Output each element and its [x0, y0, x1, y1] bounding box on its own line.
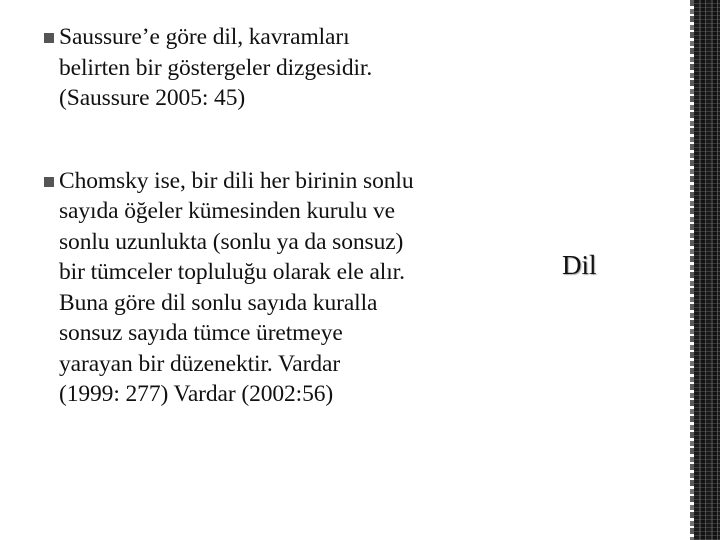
bullet-text-line: (Saussure 2005: 45) — [59, 85, 246, 111]
bullet-text-line: belirten bir göstergeler dizgesidir. — [59, 54, 373, 81]
square-bullet-icon — [44, 177, 54, 187]
bullet-text-line: yarayan bir düzenektir. Vardar — [59, 350, 341, 377]
slide-title: Dil — [562, 250, 597, 280]
bullet-text-line: Chomsky ise, bir dili her birinin sonlu — [59, 167, 414, 194]
decorative-edge-bar — [694, 0, 720, 540]
bullet-text-line: Buna göre dil sonlu sayıda kuralla — [59, 289, 378, 316]
bullet-text-line: sayıda öğeler kümesinden kurulu ve — [59, 198, 395, 224]
bullet-text-line: sonlu uzunlukta (sonlu ya da sonsuz) — [59, 228, 404, 255]
square-bullet-icon — [44, 33, 54, 43]
bullet-text-line: (1999: 277) Vardar (2002:56) — [59, 381, 334, 407]
bullet-text-line: Saussure’e göre dil, kavramları — [59, 24, 350, 50]
bullet-item-chomsky — [42, 166, 512, 410]
bullet-text-line: sonsuz sayıda tümce üretmeye — [59, 320, 343, 346]
bullet-text-line: bir tümceler topluluğu olarak ele alır. — [59, 259, 405, 285]
bullet-item-saussure — [42, 22, 512, 114]
bullet-list — [42, 22, 512, 410]
